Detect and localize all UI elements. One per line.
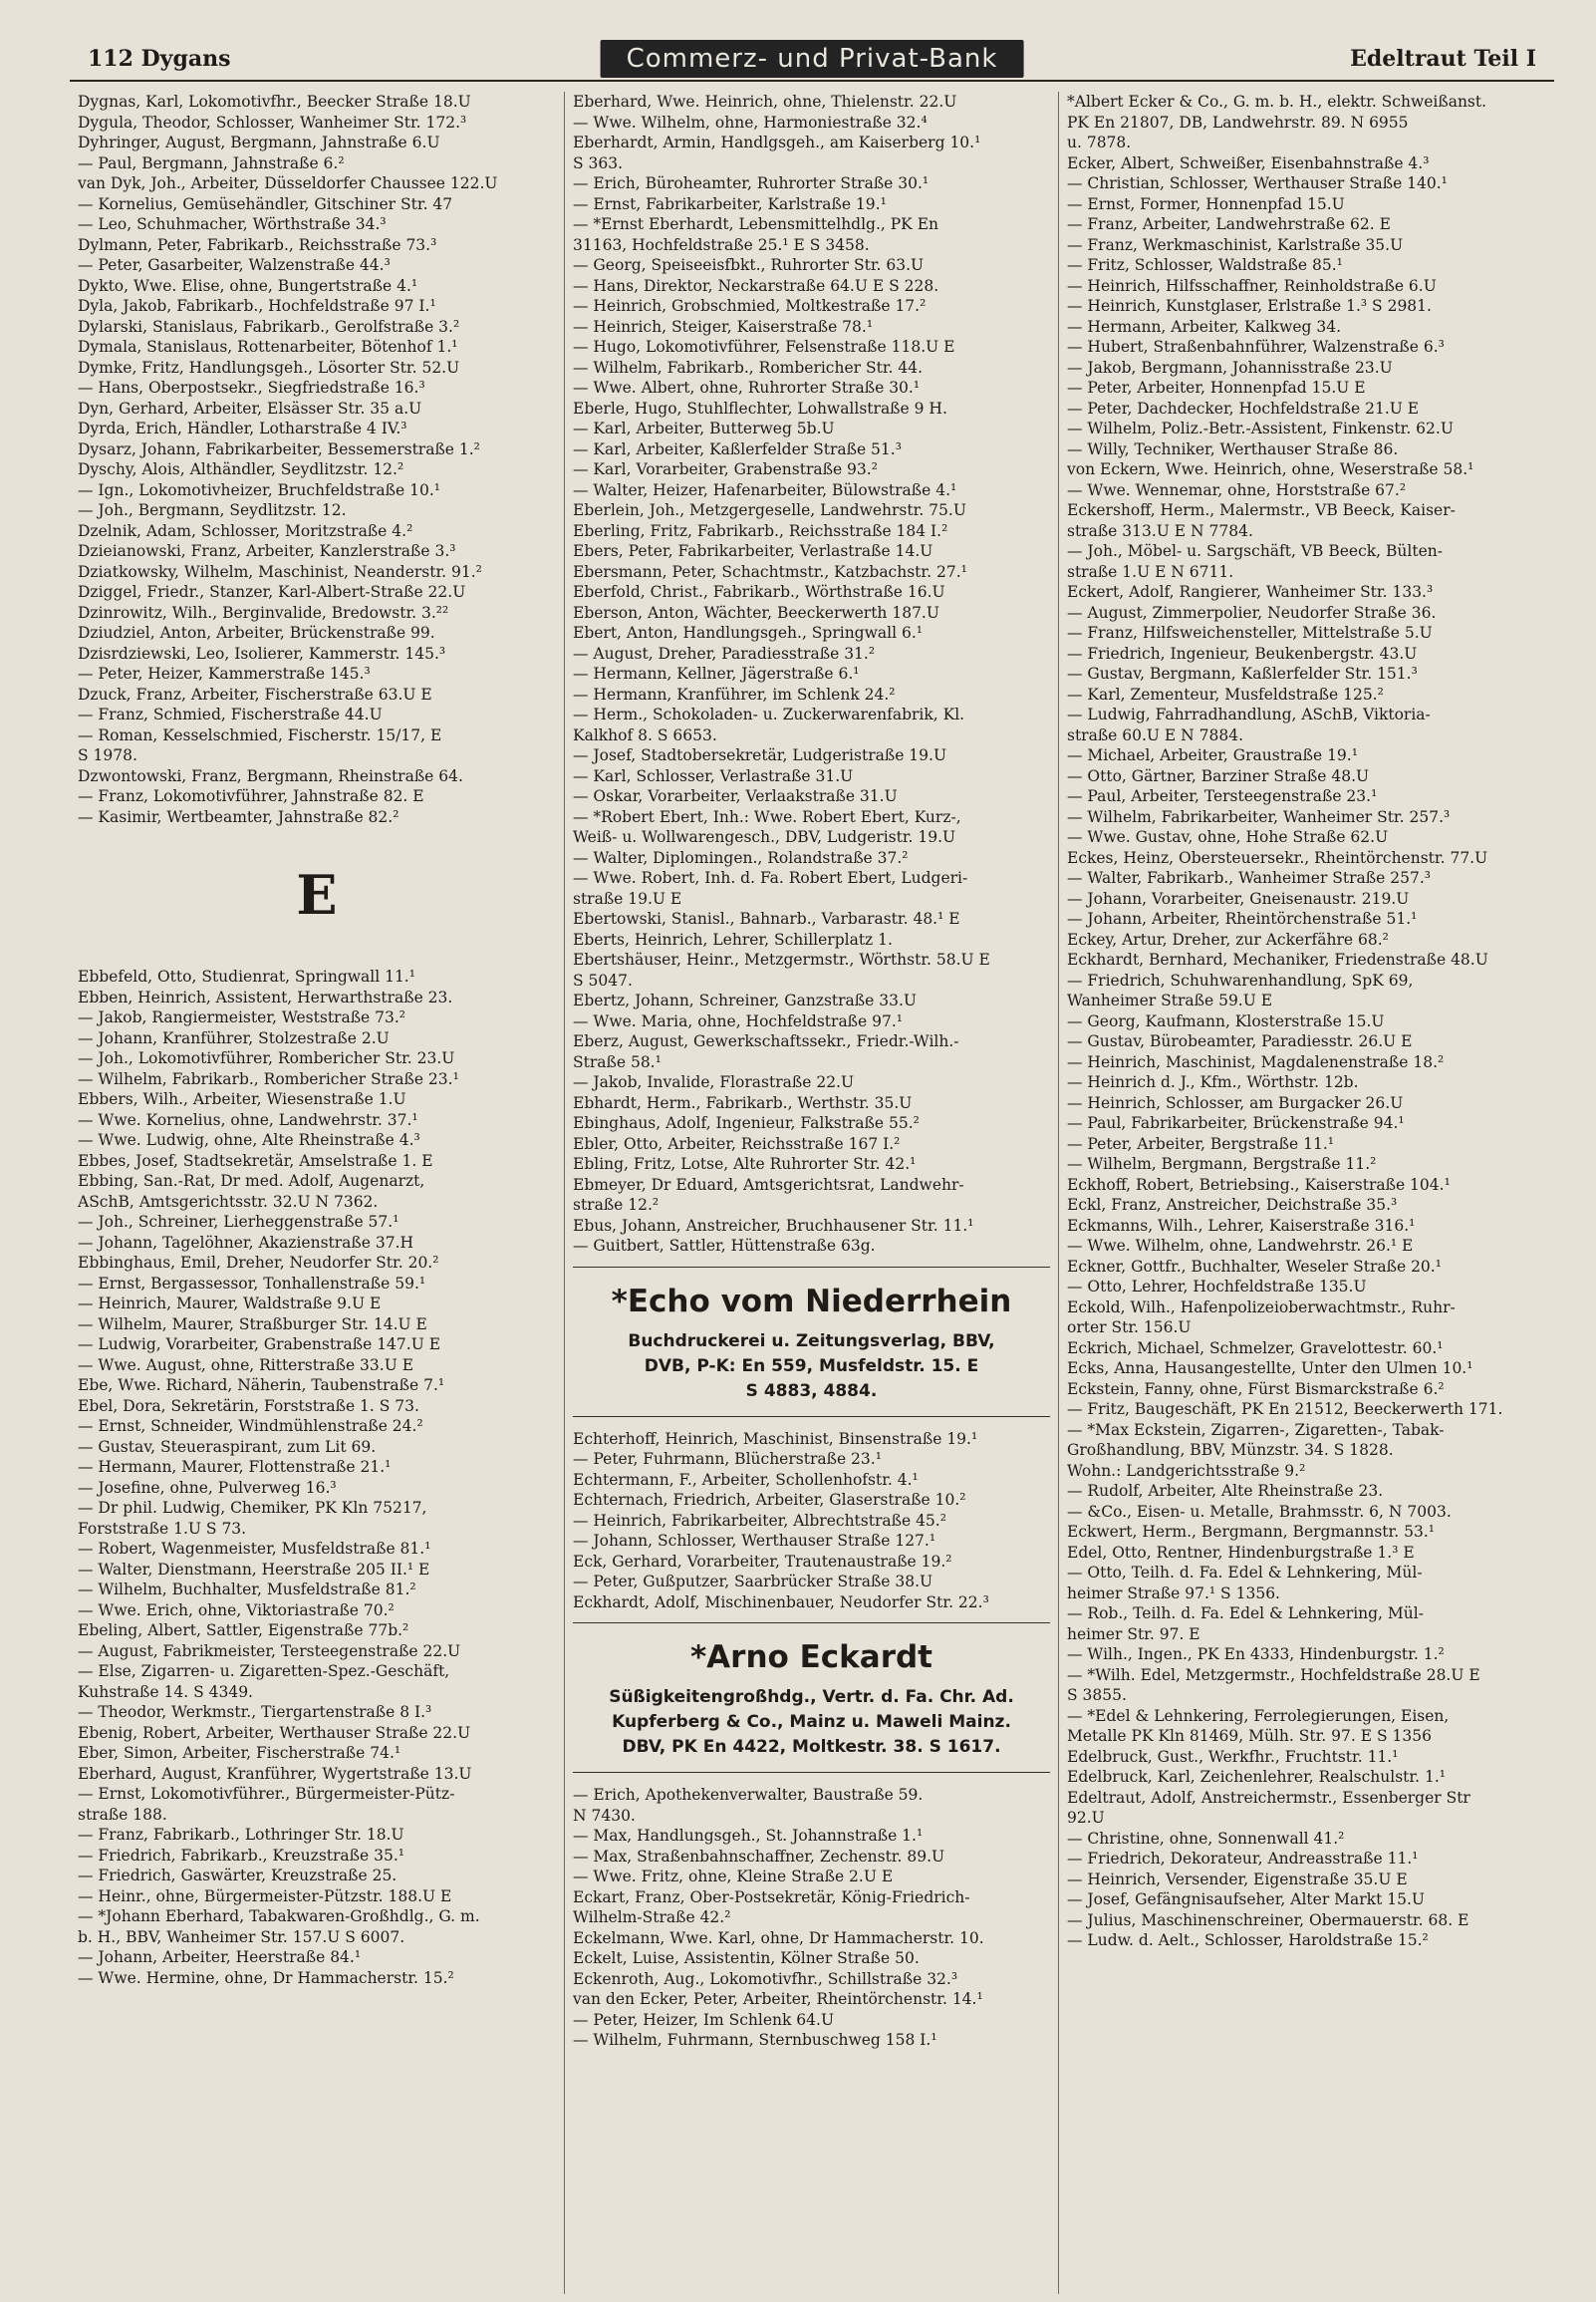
directory-entry: — Ludwig, Fahrradhandlung, ASchB, Viktoria- — [1067, 706, 1431, 723]
directory-entry: — Rob., Teilh. d. Fa. Edel & Lehnkering, Mül- — [1067, 1604, 1424, 1622]
directory-entry: straße 60.U E N 7884. — [1067, 725, 1244, 744]
directory-entry: — Herm., Schokoladen- u. Zuckerwarenfabrik, Kl. — [573, 706, 965, 723]
directory-entry: Dylmann, Peter, Fabrikarb., Reichsstraße 73.³ — [78, 235, 437, 254]
directory-entry: — Peter, Arbeiter, Honnenpfad 15.U E — [1067, 379, 1366, 397]
directory-entry: Eberhard, August, Kranführer, Wygertstraße 13.U — [78, 1764, 472, 1783]
directory-entry: — Wilhelm, Bergmann, Bergstraße 11.² — [1067, 1155, 1377, 1173]
directory-entry: Eckershoff, Herm., Malermstr., VB Beeck, Kaiser- — [1067, 501, 1456, 519]
directory-entry: — Otto, Teilh. d. Fa. Edel & Lehnkering, Mül- — [1067, 1564, 1423, 1582]
directory-entry: Dziudziel, Anton, Arbeiter, Brückenstraße 99. — [78, 624, 435, 642]
directory-entry: — Josef, Gefängnisaufseher, Alter Markt 15.U — [1067, 1890, 1425, 1908]
directory-entry: — Wilhelm, Fabrikarbeiter, Wanheimer Str. 257.³ — [1067, 807, 1451, 826]
directory-entry: von Eckern, Wwe. Heinrich, ohne, Weserstraße 58.¹ — [1067, 460, 1474, 478]
directory-entry: Dymke, Fritz, Handlungsgeh., Lösorter Str. 52.U — [78, 358, 460, 377]
directory-entry: — Wwe. Hermine, ohne, Dr Hammacherstr. 15.² — [78, 1968, 454, 1987]
advert-line: Kupferberg & Co., Mainz u. Maweli Mainz. — [612, 1712, 1011, 1732]
directory-entry: — Hubert, Straßenbahnführer, Walzenstraße 6.³ — [1067, 338, 1445, 356]
directory-entry: — Wwe. Fritz, ohne, Kleine Straße 2.U E — [573, 1868, 894, 1885]
directory-entry: — Paul, Bergmann, Jahnstraße 6.² — [78, 153, 345, 172]
directory-entry: — August, Dreher, Paradiesstraße 31.² — [573, 644, 876, 663]
directory-entry: — Wwe. Robert, Inh. d. Fa. Robert Ebert, Ludgeri- — [573, 869, 968, 887]
directory-entry: Echternach, Friedrich, Arbeiter, Glaserstraße 10.² — [573, 1491, 966, 1509]
directory-entry: — Gustav, Steueraspirant, zum Lit 69. — [78, 1437, 377, 1456]
advert-line: Buchdruckerei u. Zeitungsverlag, BBV, — [628, 1330, 995, 1351]
directory-entry: Echterhoff, Heinrich, Maschinist, Binsenstraße 19.¹ — [573, 1429, 978, 1448]
directory-entry: heimer Str. 97. E — [1067, 1624, 1200, 1643]
directory-entry: Dziatkowsky, Wilhelm, Maschinist, Neanderstr. 91.² — [78, 562, 482, 581]
directory-entry: — Heinrich, Maschinist, Magdalenenstraße 18.² — [1067, 1052, 1445, 1071]
directory-entry: — Karl, Arbeiter, Butterweg 5b.U — [573, 420, 835, 437]
directory-entry: Ecker, Albert, Schweißer, Eisenbahnstraße 4.³ — [1067, 153, 1430, 172]
directory-entry: — *Ernst Eberhardt, Lebensmittelhdlg., PK En — [573, 215, 938, 233]
directory-entry: — Georg, Kaufmann, Klosterstraße 15.U — [1067, 1011, 1385, 1030]
directory-entry: — Otto, Lehrer, Hochfeldstraße 135.U — [1067, 1278, 1367, 1295]
directory-entry: — Johann, Arbeiter, Heerstraße 84.¹ — [78, 1948, 362, 1966]
directory-entry: — Heinrich, Kunstglaser, Erlstraße 1.³ S 2981. — [1067, 297, 1432, 315]
directory-entry: — Franz, Hilfsweichensteller, Mittelstraße 5.U — [1067, 624, 1433, 642]
advert-line: DBV, PK En 4422, Moltkestr. 38. S 1617. — [622, 1737, 1001, 1757]
directory-entry: Dyrda, Erich, Händler, Lotharstraße 4 IV.³ — [78, 420, 407, 437]
directory-entry: — Willy, Techniker, Werthauser Straße 86. — [1067, 439, 1399, 458]
directory-entry: — Joh., Bergmann, Seydlitzstr. 12. — [78, 501, 347, 519]
directory-entry: — Johann, Vorarbeiter, Gneisenaustr. 219.U — [1067, 889, 1410, 908]
directory-entry: — Heinrich, Steiger, Kaiserstraße 78.¹ — [573, 317, 874, 336]
directory-entry: Dylarski, Stanislaus, Fabrikarb., Gerolfstraße 3.² — [78, 317, 460, 336]
directory-entry: Wilhelm-Straße 42.² — [573, 1908, 731, 1926]
directory-entry: Wohn.: Landgerichtsstraße 9.² — [1067, 1461, 1306, 1480]
directory-entry: Ebertz, Johann, Schreiner, Ganzstraße 33.U — [573, 992, 917, 1009]
directory-entry: — Christian, Schlosser, Werthauser Straße 140.¹ — [1067, 174, 1448, 192]
directory-entry: Ebhardt, Herm., Fabrikarb., Werthstr. 35.U — [573, 1093, 913, 1112]
directory-entry: Ebertshäuser, Heinr., Metzgermstr., Wörthstr. 58.U E — [573, 951, 990, 969]
directory-entry: Ebus, Johann, Anstreicher, Bruchhausener Str. 11.¹ — [573, 1216, 974, 1235]
directory-entry: — Peter, Fuhrmann, Blücherstraße 23.¹ — [573, 1450, 882, 1468]
directory-entry: Eckelt, Luise, Assistentin, Kölner Straße 50. — [573, 1949, 920, 1967]
directory-entry: straße 12.² — [573, 1196, 660, 1214]
directory-entry: Ebbers, Wilh., Arbeiter, Wiesenstraße 1.U — [78, 1090, 406, 1108]
directory-entry: — Ernst, Fabrikarbeiter, Karlstraße 19.¹ — [573, 194, 887, 213]
directory-entry: — Gustav, Bürobeamter, Paradiesstr. 26.U E — [1067, 1032, 1413, 1050]
directory-entry: Dysarz, Johann, Fabrikarbeiter, Bessemerstraße 1.² — [78, 439, 480, 458]
directory-entry: — *Robert Ebert, Inh.: Wwe. Robert Ebert, Kurz-, — [573, 807, 961, 826]
directory-entry: Eberling, Fritz, Fabrikarb., Reichsstraße 184 I.² — [573, 521, 948, 540]
directory-entry: Eckstein, Fanny, ohne, Fürst Bismarckstraße 6.² — [1067, 1379, 1445, 1398]
directory-entry: — Johann, Arbeiter, Rheintörchenstraße 51.¹ — [1067, 910, 1418, 928]
directory-entry: Ebbes, Josef, Stadtsekretär, Amselstraße 1. E — [78, 1151, 433, 1170]
directory-entry: Dyschy, Alois, Althändler, Seydlitzstr. 12.² — [78, 460, 404, 478]
directory-entry: — Wilhelm, Fabrikarb., Rombericher Str. 44. — [573, 358, 924, 377]
directory-entry: — Friedrich, Fabrikarb., Kreuzstraße 35.¹ — [78, 1846, 404, 1865]
directory-entry: — Roman, Kesselschmied, Fischerstr. 15/17, E — [78, 725, 442, 744]
directory-entry: — Ernst, Schneider, Windmühlenstraße 24.² — [78, 1417, 423, 1435]
directory-entry: Eckmanns, Wilh., Lehrer, Kaiserstraße 316.¹ — [1067, 1216, 1416, 1235]
directory-entry: Eckrich, Michael, Schmelzer, Gravelottestr. 60.¹ — [1067, 1338, 1444, 1357]
directory-entry: Ebmeyer, Dr Eduard, Amtsgerichtsrat, Landwehr- — [573, 1175, 964, 1194]
directory-entry: Ebert, Anton, Handlungsgeh., Springwall 6.¹ — [573, 624, 923, 642]
directory-entry: — Josefine, ohne, Pulverweg 16.³ — [78, 1478, 337, 1497]
directory-entry: — Joh., Lokomotivführer, Rombericher Str. 23.U — [78, 1049, 455, 1067]
directory-entry: — Heinrich, Grobschmied, Moltkestraße 17.² — [573, 297, 927, 315]
column-right — [1058, 92, 1552, 2294]
section-letter-heading: E — [296, 863, 338, 927]
directory-entry: — Theodor, Werkmstr., Tiergartenstraße 8 I.³ — [78, 1703, 432, 1721]
page-number-and-catchword: 112 Dygans — [88, 46, 231, 72]
directory-entry: Eckner, Gottfr., Buchhalter, Weseler Straße 20.¹ — [1067, 1257, 1442, 1276]
directory-entry: — Franz, Fabrikarb., Lothringer Str. 18.U — [78, 1826, 404, 1844]
directory-entry: Dzieianowski, Franz, Arbeiter, Kanzlerstraße 3.³ — [78, 542, 456, 560]
directory-entry: Ebertowski, Stanisl., Bahnarb., Varbarastr. 48.¹ E — [573, 910, 960, 928]
directory-entry: — Wwe. Wilhelm, ohne, Landwehrstr. 26.¹ E — [1067, 1237, 1414, 1255]
directory-entry: — Wilhelm, Poliz.-Betr.-Assistent, Finkenstr. 62.U — [1067, 420, 1454, 437]
directory-entry: — Paul, Fabrikarbeiter, Brückenstraße 94.¹ — [1067, 1114, 1405, 1132]
directory-entry: — Paul, Arbeiter, Tersteegenstraße 23.¹ — [1067, 787, 1378, 805]
directory-entry: Kalkhof 8. S 6653. — [573, 725, 717, 744]
directory-entry: S 3855. — [1067, 1686, 1127, 1704]
directory-entry: — Michael, Arbeiter, Graustraße 19.¹ — [1067, 746, 1358, 764]
directory-entry: Echtermann, F., Arbeiter, Schollenhofstr. 4.¹ — [573, 1470, 919, 1489]
directory-entry: Dymala, Stanislaus, Rottenarbeiter, Bötenhof 1.¹ — [78, 338, 458, 356]
directory-entry: Weiß- u. Wollwarengesch., DBV, Ludgeristr. 19.U — [573, 828, 956, 846]
advert-line: DVB, P-K: En 559, Musfeldstr. 15. E — [644, 1355, 979, 1376]
directory-entry: — Heinrich d. J., Kfm., Wörthstr. 12b. — [1067, 1073, 1359, 1091]
directory-entry: Ebers, Peter, Fabrikarbeiter, Verlastraße 14.U — [573, 542, 933, 560]
directory-entry: Dyn, Gerhard, Arbeiter, Elsässer Str. 35 a.U — [78, 399, 422, 418]
directory-entry: — Franz, Schmied, Fischerstraße 44.U — [78, 706, 383, 723]
directory-entry: Edel, Otto, Rentner, Hindenburgstraße 1.³ E — [1067, 1543, 1415, 1562]
directory-entry: Eberfold, Christ., Fabrikarb., Wörthstraße 16.U — [573, 583, 945, 601]
directory-entry: — Gustav, Bergmann, Kaßlerfelder Str. 151.³ — [1067, 665, 1418, 683]
directory-entry: — Wwe. August, ohne, Ritterstraße 33.U E — [78, 1355, 414, 1374]
directory-entry: — August, Zimmerpolier, Neudorfer Straße 36. — [1067, 603, 1437, 622]
column-left — [70, 92, 564, 2294]
directory-entry: Ecks, Anna, Hausangestellte, Unter den Ulmen 10.¹ — [1067, 1359, 1473, 1377]
directory-entry: — Friedrich, Gaswärter, Kreuzstraße 25. — [78, 1867, 398, 1884]
directory-entry: Edelbruck, Gust., Werkfhr., Fruchtstr. 11.¹ — [1067, 1747, 1399, 1766]
directory-entry: Dzinrowitz, Wilh., Berginvalide, Bredowstr. 3.²² — [78, 603, 449, 622]
directory-entry: — Wilhelm, Buchhalter, Musfeldstraße 81.² — [78, 1581, 416, 1598]
directory-entry: — Georg, Speiseeisfbkt., Ruhrorter Str. 63.U — [573, 256, 925, 274]
directory-entry: — Joh., Möbel- u. Sargschäft, VB Beeck, Bülten- — [1067, 542, 1443, 560]
directory-entry: Eberlein, Joh., Metzgergeselle, Landwehrstr. 75.U — [573, 501, 966, 519]
directory-entry: Eckhardt, Adolf, Mischinenbauer, Neudorfer Str. 22.³ — [573, 1592, 989, 1611]
directory-entry: — Ludwig, Vorarbeiter, Grabenstraße 147.U E — [78, 1335, 441, 1353]
directory-entry: Ebe, Wwe. Richard, Näherin, Taubenstraße 7.¹ — [78, 1376, 445, 1394]
directory-entry: — Ernst, Bergassessor, Tonhallenstraße 59.¹ — [78, 1274, 426, 1293]
directory-entry: — Dr phil. Ludwig, Chemiker, PK Kln 75217, — [78, 1499, 427, 1517]
directory-entry: — Johann, Schlosser, Werthauser Straße 127.¹ — [573, 1532, 936, 1550]
directory-entry: — Hermann, Arbeiter, Kalkweg 34. — [1067, 317, 1342, 336]
directory-entry: Ebinghaus, Adolf, Ingenieur, Falkstraße 55.² — [573, 1114, 920, 1132]
directory-entry: — Kasimir, Wertbeamter, Jahnstraße 82.² — [78, 807, 399, 826]
directory-entry: — Rudolf, Arbeiter, Alte Rheinstraße 23. — [1067, 1482, 1384, 1500]
directory-entry: — Heinrich, Maurer, Waldstraße 9.U E — [78, 1295, 382, 1312]
directory-entry: S 363. — [573, 153, 624, 172]
directory-entry: straße 188. — [78, 1805, 167, 1824]
directory-entry: Ebeling, Albert, Sattler, Eigenstraße 77b.² — [78, 1621, 409, 1639]
directory-entry: — Kornelius, Gemüsehändler, Gitschiner Str. 47 — [78, 194, 453, 213]
directory-entry: Eberhard, Wwe. Heinrich, ohne, Thielenstr. 22.U — [573, 93, 957, 111]
directory-entry: Dygnas, Karl, Lokomotivfhr., Beecker Straße 18.U — [78, 93, 471, 111]
directory-entry: — Wwe. Albert, ohne, Ruhrorter Straße 30.¹ — [573, 379, 921, 397]
directory-entry: — Karl, Vorarbeiter, Grabenstraße 93.² — [573, 460, 878, 478]
advert-arno-eckardt — [573, 1622, 1050, 1773]
directory-entry: — Oskar, Vorarbeiter, Verlaakstraße 31.U — [573, 787, 898, 805]
directory-entry: — *Max Eckstein, Zigarren-, Zigaretten-, Tabak- — [1067, 1420, 1445, 1439]
directory-entry: — Walter, Heizer, Hafenarbeiter, Bülowstraße 4.¹ — [573, 480, 957, 499]
directory-entry: 92.U — [1067, 1809, 1105, 1827]
directory-entry: — *Johann Eberhard, Tabakwaren-Großhdlg., G. m. — [78, 1907, 480, 1925]
directory-entry: Großhandlung, BBV, Münzstr. 34. S 1828. — [1067, 1441, 1394, 1459]
directory-entry: b. H., BBV, Wanheimer Str. 157.U S 6007. — [78, 1927, 405, 1946]
directory-entry: Eckwert, Herm., Bergmann, Bergmannstr. 53.¹ — [1067, 1523, 1435, 1541]
directory-entry: *Albert Ecker & Co., G. m. b. H., elektr. Schweißanst. — [1067, 93, 1487, 111]
directory-entry: — Jakob, Rangiermeister, Weststraße 73.² — [78, 1008, 406, 1026]
directory-entry: Ebersmann, Peter, Schachtmstr., Katzbachstr. 27.¹ — [573, 562, 967, 581]
directory-entry: — Peter, Gasarbeiter, Walzenstraße 44.³ — [78, 256, 391, 274]
directory-entry: — Heinrich, Schlosser, am Burgacker 26.U — [1067, 1093, 1404, 1112]
directory-entry: orter Str. 156.U — [1067, 1318, 1192, 1336]
directory-entry: — Peter, Dachdecker, Hochfeldstraße 21.U E — [1067, 399, 1420, 418]
advert-title: *Echo vom Niederrhein — [611, 1283, 1012, 1319]
directory-entry: u. 7878. — [1067, 134, 1132, 151]
directory-entry: — Robert, Wagenmeister, Musfeldstraße 81.¹ — [78, 1540, 431, 1558]
column-middle — [564, 92, 1058, 2294]
directory-entry: van den Ecker, Peter, Arbeiter, Rheintörchenstr. 14.¹ — [573, 1990, 983, 2008]
directory-entry: — Max, Handlungsgeh., St. Johannstraße 1.¹ — [573, 1827, 924, 1845]
directory-entry: — Wwe. Wilhelm, ohne, Harmoniestraße 32.⁴ — [573, 113, 928, 132]
directory-entry: Dyla, Jakob, Fabrikarb., Hochfeldstraße 97 I.¹ — [78, 297, 436, 315]
directory-entry: — Leo, Schuhmacher, Wörthstraße 34.³ — [78, 215, 387, 233]
directory-entry: — Wwe. Maria, ohne, Hochfeldstraße 97.¹ — [573, 1011, 904, 1030]
directory-entry: — Franz, Arbeiter, Landwehrstraße 62. E — [1067, 215, 1391, 233]
directory-entry: — Ernst, Lokomotivführer., Bürgermeister-Pütz- — [78, 1785, 455, 1803]
directory-entry: Eberts, Heinrich, Lehrer, Schillerplatz 1. — [573, 930, 893, 949]
directory-entry: — Heinr., ohne, Bürgermeister-Pützstr. 188.U E — [78, 1886, 452, 1905]
directory-entry: Edeltraut, Adolf, Anstreichermstr., Essenberger Str — [1067, 1788, 1470, 1807]
directory-entry: 31163, Hochfeldstraße 25.¹ E S 3458. — [573, 235, 870, 254]
directory-entry: — Else, Zigarren- u. Zigaretten-Spez.-Geschäft, — [78, 1662, 450, 1680]
directory-entry: Eck, Gerhard, Vorarbeiter, Trautenaustraße 19.² — [573, 1552, 952, 1571]
directory-entry: Dzisrdziewski, Leo, Isolierer, Kammerstr. 145.³ — [78, 644, 446, 663]
directory-entry: — Erich, Apothekenverwalter, Baustraße 59. — [573, 1786, 924, 1804]
directory-entry: Eber, Simon, Arbeiter, Fischerstraße 74.¹ — [78, 1744, 401, 1762]
directory-entry: — Peter, Heizer, Im Schlenk 64.U — [573, 2010, 835, 2029]
directory-entry: Eberhardt, Armin, Handlgsgeh., am Kaiserberg 10.¹ — [573, 134, 981, 151]
directory-entry: — Wwe. Gustav, ohne, Hohe Straße 62.U — [1067, 828, 1389, 846]
directory-entry: Eberson, Anton, Wächter, Beeckerwerth 187.U — [573, 603, 939, 622]
directory-entry: Dzwontowski, Franz, Bergmann, Rheinstraße 64. — [78, 766, 463, 785]
directory-entry: Dyhringer, August, Bergmann, Jahnstraße 6.U — [78, 134, 440, 151]
directory-entry: — Friedrich, Dekorateur, Andreasstraße 11.¹ — [1067, 1850, 1419, 1868]
directory-entry: — Otto, Gärtner, Barziner Straße 48.U — [1067, 766, 1370, 785]
directory-entry: — &Co., Eisen- u. Metalle, Brahmsstr. 6, N 7003. — [1067, 1502, 1452, 1521]
directory-entry: — Karl, Schlosser, Verlastraße 31.U — [573, 766, 854, 785]
directory-entry: Ebler, Otto, Arbeiter, Reichsstraße 167 I.² — [573, 1134, 901, 1153]
directory-entry: Forststraße 1.U S 73. — [78, 1519, 247, 1538]
directory-entry: — Hermann, Kellner, Jägerstraße 6.¹ — [573, 665, 860, 683]
directory-entry: — Wwe. Ludwig, ohne, Alte Rheinstraße 4.³ — [78, 1131, 420, 1149]
section-catchword: Edeltraut Teil I — [1350, 46, 1536, 72]
directory-entry: S 1978. — [78, 746, 137, 764]
directory-entry: straße 19.U E — [573, 889, 682, 908]
directory-entry: — Friedrich, Schuhwarenhandlung, SpK 69, — [1067, 971, 1414, 990]
directory-entry: Dygula, Theodor, Schlosser, Wanheimer Str. 172.³ — [78, 113, 467, 132]
directory-entry: — Fritz, Baugeschäft, PK En 21512, Beeckerwerth 171. — [1067, 1400, 1503, 1418]
directory-entry: Edelbruck, Karl, Zeichenlehrer, Realschulstr. 1.¹ — [1067, 1768, 1446, 1786]
entry-columns — [70, 92, 1554, 2294]
directory-entry: — Ign., Lokomotivheizer, Bruchfeldstraße 10.¹ — [78, 480, 440, 499]
directory-entry: van Dyk, Joh., Arbeiter, Düsseldorfer Chaussee 122.U — [78, 174, 498, 192]
directory-entry: Ebbing, San.-Rat, Dr med. Adolf, Augenarzt, — [78, 1172, 425, 1190]
directory-entry: — Franz, Werkmaschinist, Karlstraße 35.U — [1067, 235, 1404, 254]
directory-entry: Dzelnik, Adam, Schlosser, Moritzstraße 4.² — [78, 521, 413, 540]
directory-entry: — Karl, Zementeur, Musfeldstraße 125.² — [1067, 685, 1384, 704]
directory-entry: — *Wilh. Edel, Metzgermstr., Hochfeldstraße 28.U E — [1067, 1665, 1480, 1684]
directory-entry: — Wwe. Wennemar, ohne, Horststraße 67.² — [1067, 480, 1407, 499]
directory-entry: — Hermann, Maurer, Flottenstraße 21.¹ — [78, 1458, 392, 1476]
directory-entry: S 5047. — [573, 971, 633, 990]
directory-entry: — Wilh., Ingen., PK En 4333, Hindenburgstr. 1.² — [1067, 1645, 1445, 1663]
advert-title: *Arno Eckardt — [689, 1639, 933, 1675]
directory-entry: — Heinrich, Hilfsschaffner, Reinholdstraße 6.U — [1067, 276, 1437, 295]
directory-entry: — Max, Straßenbahnschaffner, Zechenstr. 89.U — [573, 1847, 945, 1866]
directory-entry: Eckhardt, Bernhard, Mechaniker, Friedenstraße 48.U — [1067, 951, 1488, 969]
directory-entry: — Jakob, Invalide, Florastraße 22.U — [573, 1073, 855, 1091]
directory-entry: — Hans, Direktor, Neckarstraße 64.U E S 228. — [573, 276, 939, 295]
directory-entry: — Jakob, Bergmann, Johannisstraße 23.U — [1067, 358, 1393, 377]
directory-entry: Ebenig, Robert, Arbeiter, Werthauser Straße 22.U — [78, 1723, 471, 1742]
directory-entry: Eckart, Franz, Ober-Postsekretär, König-Friedrich- — [573, 1887, 970, 1906]
directory-entry: Ebbinghaus, Emil, Dreher, Neudorfer Str. 20.² — [78, 1254, 439, 1272]
directory-entry: straße 313.U E N 7784. — [1067, 521, 1253, 540]
directory-entry: Straße 58.¹ — [573, 1052, 662, 1071]
directory-entry: — Ludw. d. Aelt., Schlosser, Haroldstraße 15.² — [1067, 1931, 1429, 1949]
directory-entry: — Hugo, Lokomotivführer, Felsenstraße 118.U E — [573, 338, 955, 356]
directory-entry: Dzuck, Franz, Arbeiter, Fischerstraße 63.U E — [78, 685, 432, 704]
directory-entry: — August, Fabrikmeister, Tersteegenstraße 22.U — [78, 1641, 461, 1660]
directory-entry: — Hermann, Kranführer, im Schlenk 24.² — [573, 685, 896, 704]
directory-entry: Dykto, Wwe. Elise, ohne, Bungertstraße 4.¹ — [78, 276, 418, 295]
directory-entry: Ebling, Fritz, Lotse, Alte Ruhrorter Str. 42.¹ — [573, 1155, 917, 1173]
directory-entry: — Franz, Lokomotivführer, Jahnstraße 82. E — [78, 787, 424, 805]
directory-entry: — Walter, Dienstmann, Heerstraße 205 II.¹ E — [78, 1560, 430, 1579]
directory-entry: — Heinrich, Versender, Eigenstraße 35.U E — [1067, 1870, 1408, 1888]
bank-advert-banner: Commerz- und Privat-Bank — [601, 40, 1024, 78]
directory-entry: — Peter, Arbeiter, Bergstraße 11.¹ — [1067, 1134, 1334, 1153]
directory-entry: Ebel, Dora, Sekretärin, Forststraße 1. S 73. — [78, 1396, 419, 1415]
advert-echo-vom-niederrhein — [573, 1267, 1050, 1417]
directory-entry: — Wwe. Erich, ohne, Viktoriastraße 70.² — [78, 1600, 395, 1619]
directory-entry: — Walter, Fabrikarb., Wanheimer Straße 257.³ — [1067, 869, 1431, 887]
directory-entry: — Christine, ohne, Sonnenwall 41.² — [1067, 1829, 1345, 1848]
directory-entry: — Guitbert, Sattler, Hüttenstraße 63g. — [573, 1237, 876, 1255]
directory-entry: Eckold, Wilh., Hafenpolizeioberwachtmstr., Ruhr- — [1067, 1297, 1456, 1316]
advert-line: Süßigkeitengroßhdg., Vertr. d. Fa. Chr. Ad. — [609, 1687, 1014, 1707]
directory-entry: Eckert, Adolf, Rangierer, Wanheimer Str. 133.³ — [1067, 583, 1434, 601]
directory-entry: Eberz, August, Gewerkschaftssekr., Friedr.-Wilh.- — [573, 1032, 959, 1050]
directory-entry: Ebben, Heinrich, Assistent, Herwarthstraße 23. — [78, 988, 453, 1007]
directory-entry: — Peter, Heizer, Kammerstraße 145.³ — [78, 665, 371, 683]
directory-entry: — Johann, Kranführer, Stolzestraße 2.U — [78, 1028, 390, 1047]
directory-entry: ASchB, Amtsgerichtsstr. 32.U N 7362. — [78, 1192, 379, 1211]
directory-entry: straße 1.U E N 6711. — [1067, 562, 1234, 581]
advert-line: S 4883, 4884. — [745, 1380, 878, 1401]
directory-entry: — Hans, Oberpostsekr., Siegfriedstraße 16.³ — [78, 379, 425, 397]
directory-entry: — Ernst, Former, Honnenpfad 15.U — [1067, 194, 1345, 213]
directory-entry: Eckl, Franz, Anstreicher, Deichstraße 35.³ — [1067, 1196, 1398, 1214]
directory-entry: PK En 21807, DB, Landwehrstr. 89. N 6955 — [1067, 113, 1409, 132]
directory-entry: — Wwe. Kornelius, ohne, Landwehrstr. 37.¹ — [78, 1110, 418, 1129]
directory-entry: — Wilhelm, Maurer, Straßburger Str. 14.U E — [78, 1314, 427, 1333]
directory-entry: Eckes, Heinz, Obersteuersekr., Rheintörchenstr. 77.U — [1067, 848, 1488, 867]
directory-entry: Metalle PK Kln 81469, Mülh. Str. 97. E S 1356 — [1067, 1727, 1432, 1745]
directory-entry: — Johann, Tagelöhner, Akazienstraße 37.H — [78, 1233, 414, 1252]
directory-entry: Eckelmann, Wwe. Karl, ohne, Dr Hammacherstr. 10. — [573, 1928, 984, 1947]
directory-entry: — Wilhelm, Fabrikarb., Rombericher Straße 23.¹ — [78, 1069, 459, 1088]
directory-entry: — Erich, Büroheamter, Ruhrorter Straße 30.¹ — [573, 174, 930, 192]
directory-entry: — Walter, Diplomingen., Rolandstraße 37.² — [573, 848, 909, 867]
directory-entry: — Julius, Maschinenschreiner, Obermauerstr. 68. E — [1067, 1910, 1469, 1929]
directory-entry: Eckenroth, Aug., Lokomotivfhr., Schillstraße 32.³ — [573, 1969, 958, 1988]
directory-entry: — Friedrich, Ingenieur, Beukenbergstr. 43.U — [1067, 644, 1418, 663]
directory-entry: — Peter, Gußputzer, Saarbrücker Straße 38.U — [573, 1573, 933, 1590]
directory-entry: — Heinrich, Fabrikarbeiter, Albrechtstraße 45.² — [573, 1511, 946, 1530]
directory-entry: Eckey, Artur, Dreher, zur Ackerfähre 68.² — [1067, 930, 1389, 949]
directory-entry: — Josef, Stadtobersekretär, Ludgeristraße 19.U — [573, 746, 947, 764]
directory-entry: Eckhoff, Robert, Betriebsing., Kaiserstraße 104.¹ — [1067, 1175, 1451, 1194]
directory-entry: — Wilhelm, Fuhrmann, Sternbuschweg 158 I.¹ — [573, 2031, 937, 2049]
directory-entry: — Karl, Arbeiter, Kaßlerfelder Straße 51.³ — [573, 439, 902, 458]
directory-entry: Dziggel, Friedr., Stanzer, Karl-Albert-Straße 22.U — [78, 583, 466, 601]
directory-entry: Kuhstraße 14. S 4349. — [78, 1682, 253, 1701]
directory-entry: — Joh., Schreiner, Lierheggenstraße 57.¹ — [78, 1213, 399, 1231]
directory-entry: N 7430. — [573, 1806, 636, 1825]
directory-entry: heimer Straße 97.¹ S 1356. — [1067, 1583, 1280, 1602]
directory-entry: — *Edel & Lehnkering, Ferrolegierungen, Eisen, — [1067, 1706, 1450, 1725]
directory-entry: Ebbefeld, Otto, Studienrat, Springwall 11.¹ — [78, 968, 415, 986]
directory-entry: Wanheimer Straße 59.U E — [1067, 992, 1273, 1009]
page-header — [70, 40, 1554, 82]
directory-entry: — Fritz, Schlosser, Waldstraße 85.¹ — [1067, 256, 1343, 274]
directory-entry: Eberle, Hugo, Stuhlflechter, Lohwallstraße 9 H. — [573, 399, 947, 418]
